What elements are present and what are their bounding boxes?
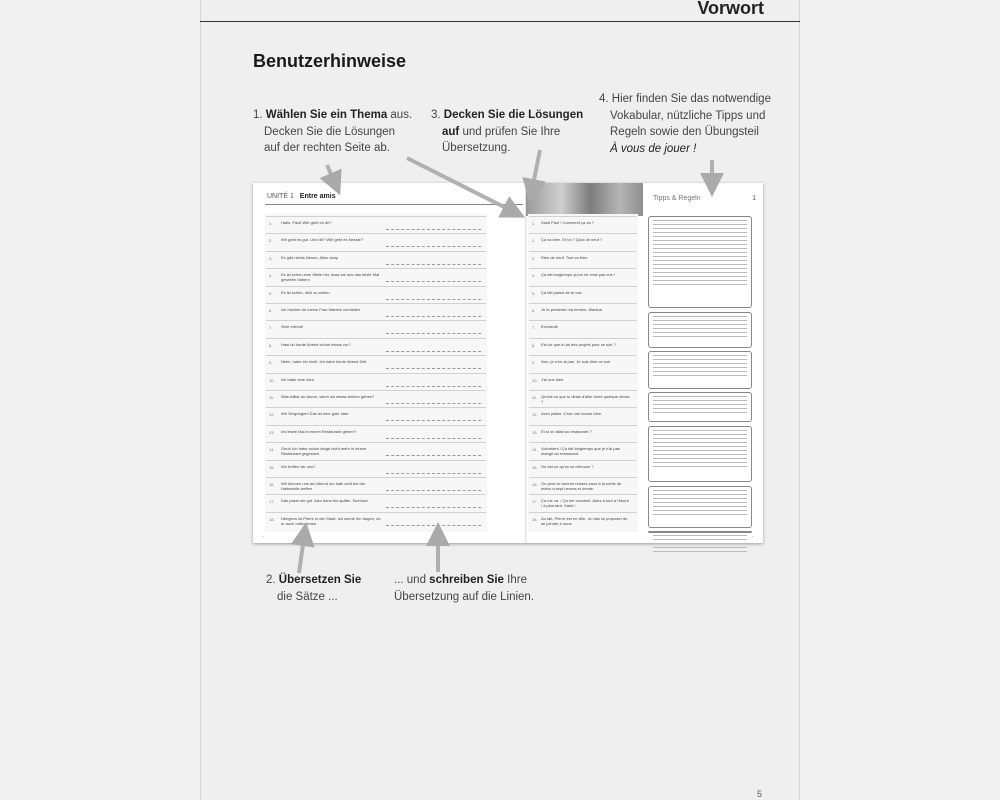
row-number: 3. [269, 255, 273, 261]
row-number: 17. [532, 499, 538, 505]
step-text: ... und [394, 574, 430, 586]
chapter-title: Vorwort [697, 0, 764, 18]
solution-text: Ça fait longtemps qu'on ne s'est pas vus ! [541, 272, 615, 278]
sentence-text: Wir Vergnügen! Das ist eine gute Idee. [281, 411, 350, 417]
step-text: und prüfen Sie Ihre [459, 125, 561, 138]
step-bold-text: Wählen Sie ein Thema [265, 109, 388, 121]
arrow-step-3-down [531, 150, 540, 195]
sentence-text: Ins letzte Mal in einem Restaurant gehen? [281, 428, 356, 434]
sentence-text: Das passt mir gut. Also dann bis später. Tschüss! [281, 498, 368, 504]
row-number: 17. [269, 499, 275, 505]
solution-text: On peut se donner rendez-vous à la sortie du métro à sept heures et demie. [541, 481, 622, 491]
step-text-line1: 4. Hier finden Sie das notwendige [599, 93, 771, 105]
solution-text: Ça va bien. Et toi ? Quoi de neuf ? [541, 237, 603, 243]
solution-text: Non, je n'en ai pas. Je suis libre ce soir. [541, 359, 612, 365]
solution-text: Enchanté. [541, 324, 560, 330]
row-number: 9. [269, 360, 273, 366]
row-number: 6. [269, 308, 273, 313]
solution-text: Salut Paul ! Comment ça va ? [541, 220, 594, 225]
sentence-text: Ich habe eine Idee. [281, 376, 316, 382]
row-number: 15. [269, 464, 275, 470]
row-number: 12. [532, 412, 538, 418]
solution-text: Ça me va. / Ça me convient. Alors à tout à l'heure / à plus tard. Salut ! [541, 498, 629, 509]
row-number: 8. [269, 342, 273, 348]
page-number: 5 [757, 789, 763, 799]
tips-header: Tipps & Regeln [653, 195, 701, 202]
arrow-step-2 [299, 530, 305, 573]
sentence-text: Wir geht es gut. Und dir? Wie geht es Nessie? [281, 237, 364, 243]
row-number: 11. [269, 395, 275, 400]
solution-text: Au fait, Pierre est en ville. Je vais lui proposer de se joindre à nous. [541, 515, 628, 526]
solution-text: Et si on allait au restaurant ? [541, 428, 592, 434]
solution-text: Rien de neuf. Tout va bien. [541, 254, 589, 260]
sentence-text: Wo treffen wir uns? [281, 463, 316, 469]
solution-text: J'ai une idée. [541, 376, 565, 382]
row-number: 4. [269, 273, 273, 279]
step-text-line2: Decken Sie die Lösungen [264, 125, 396, 138]
step-text-line2: Übersetzung auf die Linien. [394, 590, 535, 603]
solution-text: Est-ce que tu as des projets pour ce soir ? [541, 341, 616, 347]
row-number: 1. [532, 221, 536, 226]
row-number: 13. [532, 429, 538, 435]
row-number: 10. [269, 377, 275, 383]
unit-title: Entre amis [299, 193, 336, 200]
row-number: 4. [532, 273, 536, 279]
step-text-line2: Vokabular, nützliche Tipps und [610, 109, 766, 122]
step-text-line3: auf der rechten Seite ab. [264, 142, 390, 154]
sentence-text: Es ist schon eine Weile her, dass wir uns das letzte Mal gesehen haben! [281, 272, 380, 283]
step-number: 2. [266, 574, 276, 586]
sentence-text: Nein!, habe ich nicht. Ich habe heute Abend Zeit. [281, 359, 368, 365]
sentence-text: Es gibt nichts Neues. Alles okay. [281, 254, 339, 260]
row-number: 5. [269, 290, 273, 296]
row-number: 14. [532, 447, 538, 453]
section-title: Benutzerhinweise [253, 51, 407, 71]
sentence-text: Übrigens ist Pierre in der Stadt. Ich werde ihn fragen, ob er auch mitkommen. [281, 515, 381, 526]
row-number: 9. [532, 360, 536, 366]
row-number: 1. [269, 221, 273, 226]
row-number: 2. [269, 238, 273, 244]
step-number: 1. [253, 109, 263, 121]
step-number: 3. [431, 109, 441, 121]
sentence-text: Was hältst du davon, wenn wir etwas trinken gehen? [281, 394, 375, 399]
sentence-text: Ich möchte dir meine Frau Martine vorstellen. [281, 307, 362, 312]
arrow-step-1 [327, 165, 337, 188]
step-bold-text: Übersetzen Sie [278, 574, 362, 586]
row-number: 18. [269, 516, 275, 522]
row-number: 5. [532, 290, 536, 296]
sentence-text: Es ist schön, dich zu sehen. [281, 289, 331, 295]
solution-text: Ça fait plaisir de te voir. [541, 289, 583, 295]
step-text-line3: Übersetzung. [442, 142, 511, 154]
step-text-line4: À vous de jouer ! [610, 142, 697, 155]
row-number: 11. [532, 395, 538, 400]
row-number: 8. [532, 342, 536, 348]
row-number: 10. [532, 377, 538, 383]
row-number: 14. [269, 447, 275, 453]
left-page-footer: ‹ [263, 534, 265, 539]
solution-text: Je te présente ma femme, Martine. [541, 307, 604, 312]
row-number: 15. [532, 464, 538, 470]
sentence-text: Wir können uns am Abend um halb acht bei der Haltestelle treffen. [281, 481, 366, 491]
sentence-text: Hallo, Paul! Wie geht es dir? [281, 220, 332, 225]
row-number: 3. [532, 255, 536, 261]
step-text: aus. [387, 109, 413, 121]
row-number: 6. [532, 308, 536, 313]
arrow-step-3-left [407, 158, 518, 214]
solution-text: Volontiers ! Ça fait longtemps que je n'ai pas mangé au restaurant. [541, 446, 620, 457]
right-page-number: 1 [752, 195, 756, 202]
solution-text: Avec plaisir. C'est une bonne idée. [541, 411, 603, 417]
row-number: 13. [269, 429, 275, 435]
step-bold-text: schreiben Sie [429, 574, 504, 586]
row-number: 18. [532, 516, 538, 522]
solution-text: Où est-ce qu'on se retrouve ? [541, 463, 594, 469]
step-text-line3: Regeln sowie den Übungsteil [610, 126, 759, 138]
row-number: 16. [532, 482, 538, 487]
row-number: 2. [532, 238, 536, 244]
sentence-text: Sehr erfreut! [281, 324, 304, 330]
step-text-line2: die Sätze ... [277, 590, 338, 603]
unit-label: UNITÉ 1 [267, 193, 294, 200]
row-number: 12. [269, 412, 275, 418]
row-number: 16. [269, 482, 275, 487]
row-number: 7. [532, 325, 536, 331]
sentence-text: Hast du heute Abend schon etwas vor? [281, 341, 351, 347]
sentence-text: Gern! Ich habe schon lange nicht mehr in einem Restaurant gegessen. [281, 446, 367, 457]
step-bold-text-2: auf [442, 125, 460, 138]
right-page-footer: › [751, 534, 753, 539]
row-number: 7. [269, 325, 273, 331]
solution-text: Qu'est-ce que tu dirais d'aller boire quelque chose ? [541, 394, 630, 404]
step-text-rest: Ihre [503, 574, 527, 586]
step-bold-text: Decken Sie die Lösungen [443, 109, 584, 121]
